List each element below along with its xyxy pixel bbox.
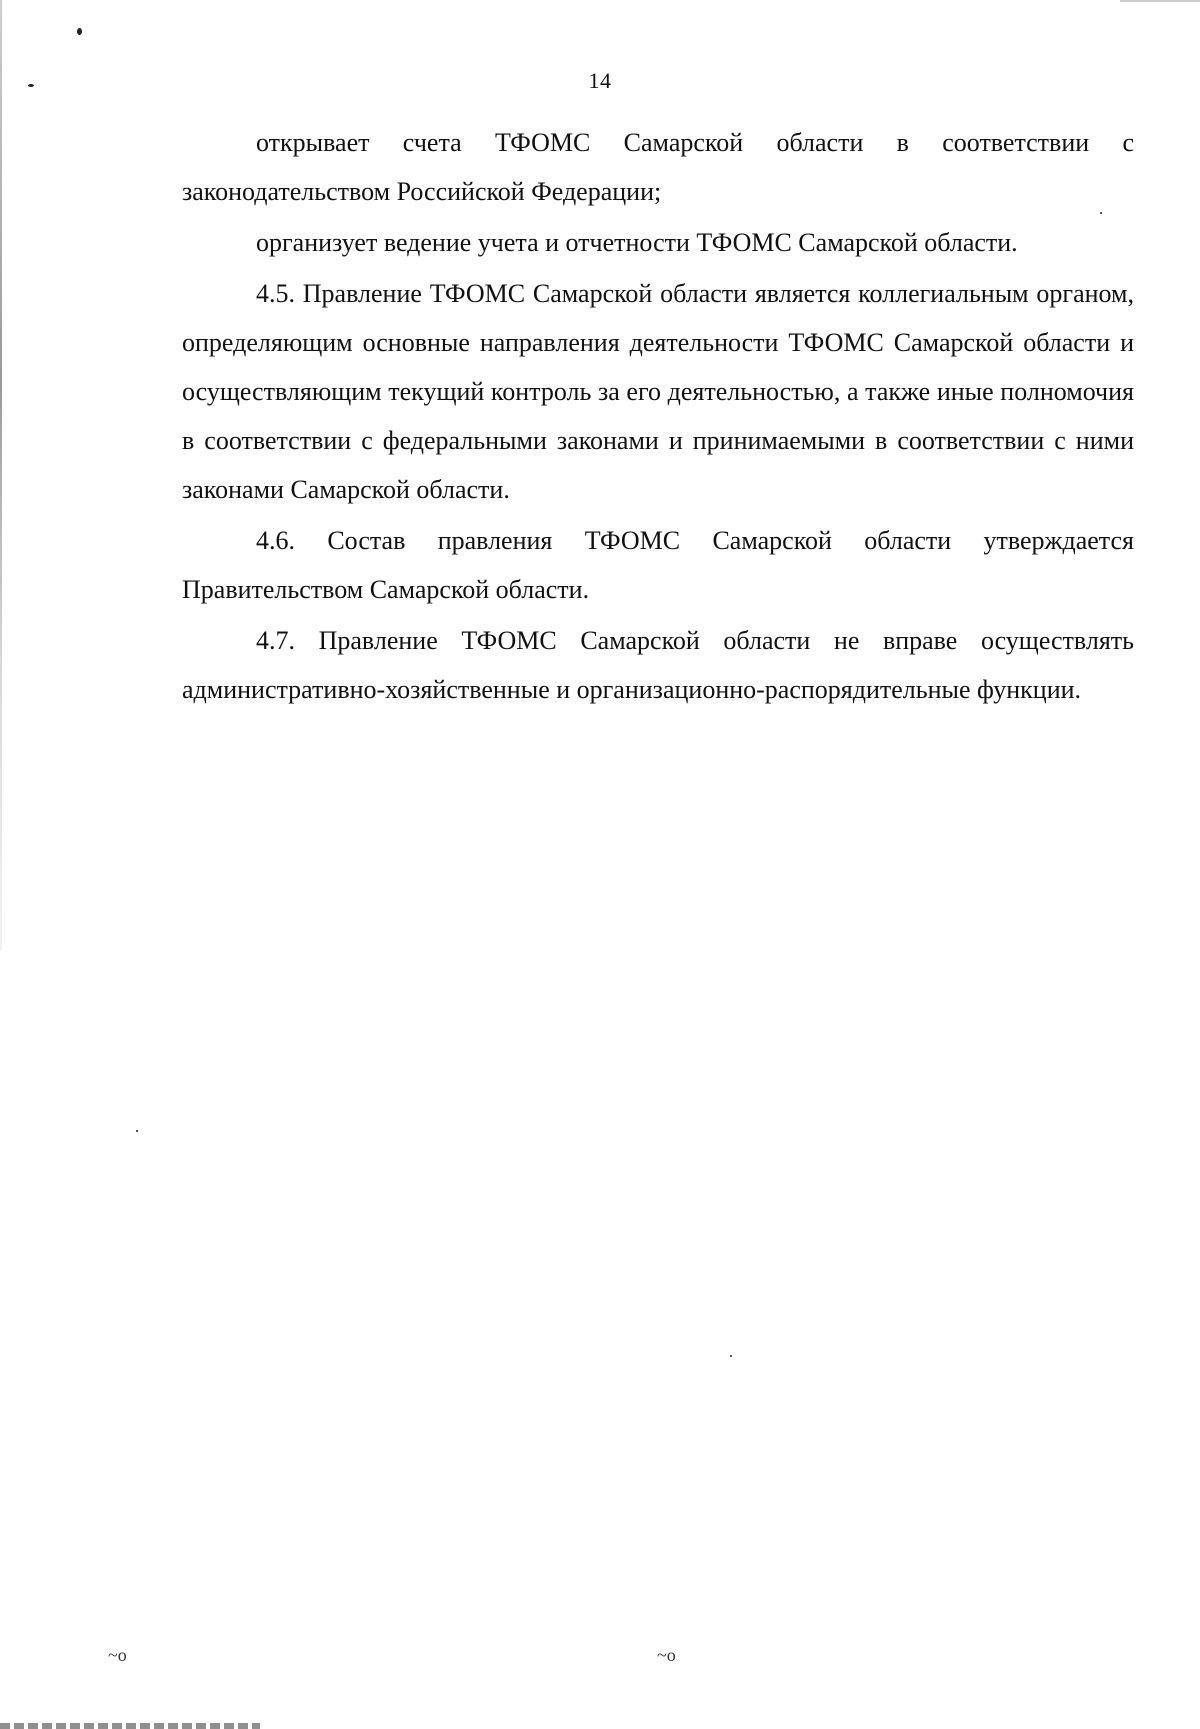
document-body	[182, 118, 1134, 714]
footer-mark-center: ~o	[657, 1645, 676, 1665]
scan-edge-left	[0, 0, 2, 950]
paragraph-accounts: открывает счета ТФОМС Самарской области в соответствии с законодательством Российской Федерации;	[182, 128, 1134, 206]
footer-mark-left: ~o	[108, 1645, 127, 1665]
paragraph-4-7: 4.7. Правление ТФОМС Самарской области не вправе осуществлять административно-хозяйственные и организационно-распорядительные функции.	[182, 626, 1134, 704]
scan-edge-top	[1120, 0, 1200, 2]
scan-speck	[730, 1355, 732, 1357]
scan-bottom-strip	[0, 1723, 260, 1729]
scan-speck	[77, 28, 82, 35]
scan-speck	[136, 1130, 138, 1132]
paragraph-reporting: организует ведение учета и отчетности ТФОМС Самарской области.	[256, 228, 1018, 257]
page-number: 14	[588, 68, 612, 93]
paragraph-4-6: 4.6. Состав правления ТФОМС Самарской области утверждается Правительством Самарской области.	[182, 526, 1134, 604]
paragraph-4-5: 4.5. Правление ТФОМС Самарской области является коллегиальным органом, определяющим основные направления деятельности ТФОМС Самарской области и осуществляющим текущий контроль за его деятельностью, а также иные полномочия в соответствии с федеральными законами и принимаемыми в соответствии с ними законами Самарской области.	[182, 279, 1134, 504]
